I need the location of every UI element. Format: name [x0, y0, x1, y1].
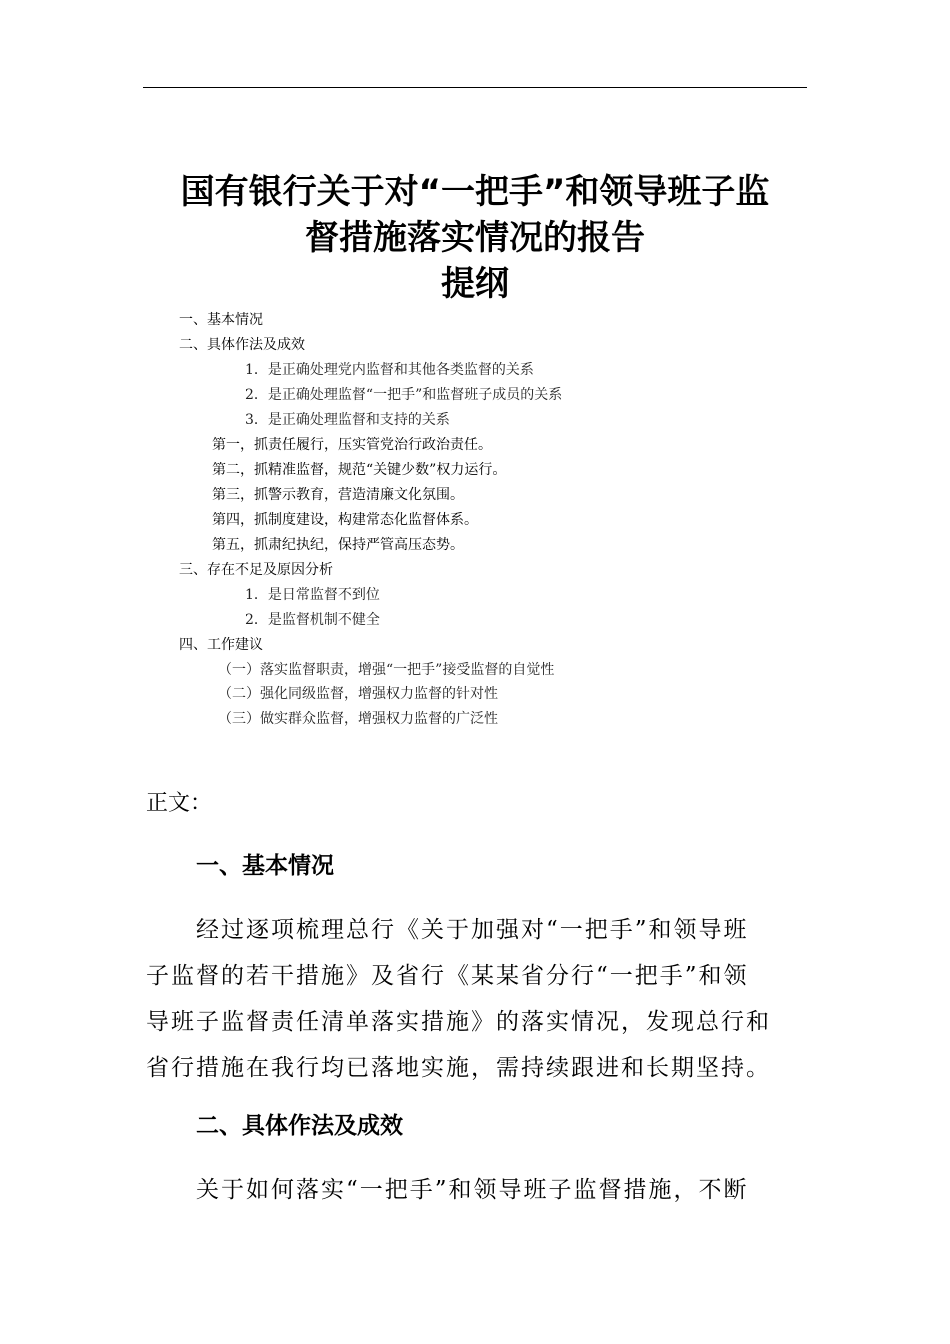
paragraph-line: 子监督的若干措施》及省行《某某省分行“一把手”和领	[146, 963, 749, 989]
header-rule	[143, 87, 807, 88]
body-label: 正文：	[146, 791, 213, 816]
paragraph-line: 关于如何落实“一把手”和领导班子监督措施，不断	[196, 1177, 749, 1203]
outline-measure: 第三，抓警示教育，营造清廉文化氛围。	[212, 487, 464, 503]
body-paragraph-2	[146, 1167, 806, 1213]
outline-section-4: 四、工作建议	[179, 637, 263, 653]
outline-measure: 第四，抓制度建设，构建常态化监督体系。	[212, 512, 478, 528]
outline-item: 2．是监督机制不健全	[245, 612, 380, 628]
outline-item: 3．是正确处理监督和支持的关系	[245, 412, 450, 428]
outline-measure: 第五，抓肃纪执纪，保持严管高压态势。	[212, 537, 464, 553]
outline-section-2: 二、具体作法及成效	[179, 337, 305, 353]
outline-suggestion: （二）强化同级监督，增强权力监督的针对性	[218, 686, 498, 702]
outline-measure: 第一，抓责任履行，压实管党治行政治责任。	[212, 437, 492, 453]
paragraph-line: 经过逐项梳理总行《关于加强对“一把手”和领导班	[196, 917, 749, 943]
outline-suggestion: （三）做实群众监督，增强权力监督的广泛性	[218, 711, 498, 727]
outline-measure: 第二，抓精准监督，规范“关键少数”权力运行。	[212, 462, 507, 478]
paragraph-line: 导班子监督责任清单落实措施》的落实情况，发现总行和	[146, 1009, 771, 1035]
title-line-2: 督措施落实情况的报告	[305, 218, 645, 258]
body-heading-2: 二、具体作法及成效	[196, 1113, 403, 1139]
title-line-1: 国有银行关于对“一把手”和领导班子监	[180, 172, 770, 212]
title-line-3: 提纲	[441, 264, 509, 304]
body-paragraph-1	[146, 907, 806, 1091]
paragraph-line: 省行措施在我行均已落地实施，需持续跟进和长期坚持。	[146, 1055, 771, 1081]
outline-section-3: 三、存在不足及原因分析	[179, 562, 333, 578]
outline-item: 1．是日常监督不到位	[245, 587, 380, 603]
body-heading-1: 一、基本情况	[196, 853, 334, 879]
outline-suggestion: （一）落实监督职责，增强“一把手”接受监督的自觉性	[218, 662, 555, 678]
outline-item: 1．是正确处理党内监督和其他各类监督的关系	[245, 362, 534, 378]
outline-item: 2．是正确处理监督“一把手”和监督班子成员的关系	[245, 387, 563, 403]
outline-section-1: 一、基本情况	[179, 312, 263, 328]
